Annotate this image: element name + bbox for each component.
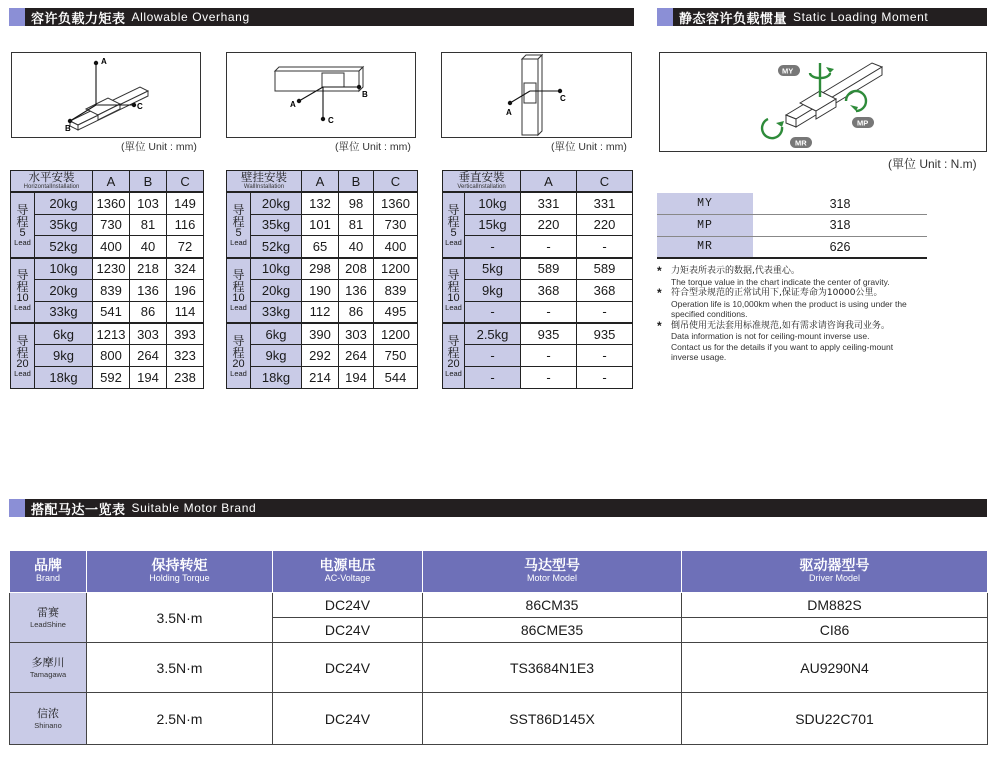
label-mr: MR bbox=[795, 138, 807, 148]
table-cell: 331 bbox=[521, 192, 577, 214]
lead-char: 导 bbox=[447, 268, 460, 283]
unit-label-moment: (單位 Unit : N.m) bbox=[888, 157, 977, 171]
header-en: Brand bbox=[35, 573, 61, 584]
table-cell: 368 bbox=[521, 279, 577, 301]
lead-char: 程 bbox=[16, 345, 29, 360]
table-cell: 132 bbox=[302, 192, 339, 214]
note-body bbox=[671, 288, 907, 320]
label-b: B bbox=[65, 124, 71, 133]
table-row bbox=[11, 258, 204, 280]
lead-label-en: Lead bbox=[445, 368, 462, 378]
driver-model: AU9290N4 bbox=[682, 643, 988, 693]
load-weight: 10kg bbox=[251, 258, 302, 280]
table-cell: 1360 bbox=[93, 192, 130, 214]
table-cell: 220 bbox=[521, 214, 577, 236]
unit-label-vertical: (單位 Unit : mm) bbox=[551, 141, 627, 153]
header-accent bbox=[657, 8, 673, 26]
table-cell: 730 bbox=[93, 214, 130, 236]
table-cell: 1213 bbox=[93, 323, 130, 345]
table-cell: 194 bbox=[130, 367, 167, 389]
table-cell: - bbox=[577, 367, 633, 389]
lead-group-label bbox=[11, 192, 35, 257]
table-cell: 136 bbox=[130, 279, 167, 301]
motor-column-header bbox=[682, 551, 988, 593]
note-text-en: Operation life is 10,000km when the product is using under the bbox=[671, 298, 907, 309]
column-header: B bbox=[339, 171, 374, 193]
table-cell: - bbox=[521, 345, 577, 367]
overhang-title-en: Allowable Overhang bbox=[131, 10, 250, 24]
static-header bbox=[657, 8, 987, 26]
installation-title-zh: 壁挂安裝 bbox=[241, 170, 287, 185]
lead-char: 程 bbox=[232, 214, 245, 229]
lead-char: 程 bbox=[447, 214, 460, 229]
lead-char: 导 bbox=[447, 202, 460, 217]
installation-title-en: VerticalInstallation bbox=[457, 183, 506, 190]
load-weight: 20kg bbox=[35, 192, 93, 214]
driver-model: DM882S bbox=[682, 593, 988, 618]
supply-voltage: DC24V bbox=[273, 643, 423, 693]
brand-name-en: Tamagawa bbox=[29, 669, 67, 679]
installation-header bbox=[227, 171, 302, 193]
brand-name-zh: 雷赛 bbox=[37, 606, 59, 620]
table-cell: 839 bbox=[93, 279, 130, 301]
motor-title-en: Suitable Motor Brand bbox=[131, 501, 257, 515]
table-row bbox=[443, 192, 633, 214]
lead-value: 10 bbox=[16, 292, 29, 305]
header-zh: 驱动器型号 bbox=[799, 557, 870, 574]
motor-title-zh: 搭配马达一览表 bbox=[31, 502, 126, 518]
table-cell: 589 bbox=[577, 258, 633, 280]
lead-char: 程 bbox=[447, 280, 460, 295]
label-c: C bbox=[328, 116, 334, 125]
table-row bbox=[443, 258, 633, 280]
table-cell: 1200 bbox=[374, 323, 418, 345]
table-cell: 65 bbox=[302, 236, 339, 258]
load-weight: 18kg bbox=[35, 367, 93, 389]
wall-diagram bbox=[226, 52, 416, 138]
table-cell: 208 bbox=[339, 258, 374, 280]
moment-key: MR bbox=[657, 236, 753, 258]
moment-value: 318 bbox=[753, 193, 927, 215]
lead-char: 程 bbox=[447, 345, 460, 360]
header-zh: 电源电压 bbox=[319, 557, 376, 574]
horizontal-actuator-illustration bbox=[12, 53, 200, 137]
holding-torque: 3.5N·m bbox=[87, 593, 273, 643]
installation-title-en: HorizontalInstallation bbox=[23, 183, 80, 190]
lead-label-en: Lead bbox=[445, 237, 462, 247]
supply-voltage: DC24V bbox=[273, 693, 423, 745]
motor-brand-table bbox=[9, 550, 988, 745]
table-cell: 730 bbox=[374, 214, 418, 236]
table-cell: 86 bbox=[130, 301, 167, 323]
note-text-en: inverse usage. bbox=[671, 352, 727, 362]
table-cell: 114 bbox=[167, 301, 204, 323]
column-header: C bbox=[167, 171, 204, 193]
table-row bbox=[227, 258, 418, 280]
label-my: MY bbox=[782, 66, 794, 76]
wall-actuator-illustration bbox=[227, 53, 415, 137]
table-cell: 324 bbox=[167, 258, 204, 280]
installation-header bbox=[11, 171, 93, 193]
lead-label-en: Lead bbox=[230, 237, 247, 247]
brand-cell bbox=[10, 643, 87, 693]
load-weight: 5kg bbox=[465, 258, 521, 280]
lead-group-label bbox=[227, 192, 251, 257]
table-row bbox=[443, 345, 633, 367]
header-en: Holding Torque bbox=[149, 573, 210, 584]
column-header: B bbox=[130, 171, 167, 193]
supply-voltage: DC24V bbox=[273, 593, 423, 618]
header-zh: 保持转矩 bbox=[151, 557, 208, 574]
table-cell: 592 bbox=[93, 367, 130, 389]
asterisk-icon: * bbox=[657, 286, 662, 300]
load-weight: 33kg bbox=[35, 301, 93, 323]
table-cell: 393 bbox=[167, 323, 204, 345]
lead-value: 10 bbox=[232, 292, 245, 305]
installation-title-zh: 水平安裝 bbox=[28, 170, 75, 185]
load-weight: 52kg bbox=[35, 236, 93, 258]
overhang-header bbox=[9, 8, 634, 26]
vertical-load-table bbox=[442, 170, 633, 389]
table-cell: 190 bbox=[302, 279, 339, 301]
table-cell: 1230 bbox=[93, 258, 130, 280]
table-cell: 40 bbox=[339, 236, 374, 258]
brand-name-zh: 信浓 bbox=[37, 707, 59, 721]
table-cell: 589 bbox=[521, 258, 577, 280]
table-cell: 544 bbox=[374, 367, 418, 389]
table-cell: 303 bbox=[339, 323, 374, 345]
table-cell: 1200 bbox=[374, 258, 418, 280]
motor-header bbox=[9, 499, 987, 517]
lead-group-label bbox=[227, 258, 251, 323]
lead-char: 导 bbox=[232, 333, 245, 348]
table-cell: 194 bbox=[339, 367, 374, 389]
motor-model: SST86D145X bbox=[423, 693, 682, 745]
lead-label-en: Lead bbox=[14, 368, 31, 378]
table-row bbox=[443, 367, 633, 389]
table-cell: 935 bbox=[521, 323, 577, 345]
table-cell: 750 bbox=[374, 345, 418, 367]
lead-label-en: Lead bbox=[230, 303, 247, 313]
header-zh: 品牌 bbox=[34, 557, 62, 574]
note-text-en: specified conditions. bbox=[671, 309, 748, 319]
table-cell: 214 bbox=[302, 367, 339, 389]
lead-char: 导 bbox=[16, 268, 29, 283]
driver-model: SDU22C701 bbox=[682, 693, 988, 745]
table-cell: 800 bbox=[93, 345, 130, 367]
load-weight: - bbox=[465, 301, 521, 323]
installation-header bbox=[443, 171, 521, 193]
lead-char: 导 bbox=[232, 268, 245, 283]
table-row bbox=[227, 323, 418, 345]
lead-char: 程 bbox=[232, 345, 245, 360]
load-weight: 33kg bbox=[251, 301, 302, 323]
moment-diagram bbox=[659, 52, 987, 152]
lead-value: 20 bbox=[16, 357, 29, 370]
load-weight: - bbox=[465, 345, 521, 367]
table-cell: 136 bbox=[339, 279, 374, 301]
motor-column-header bbox=[10, 551, 87, 593]
installation-title-zh: 垂直安裝 bbox=[458, 170, 505, 185]
moment-illustration bbox=[660, 53, 986, 151]
motor-row bbox=[10, 593, 988, 618]
header-en: Driver Model bbox=[808, 573, 860, 584]
load-weight: 2.5kg bbox=[465, 323, 521, 345]
table-cell: - bbox=[521, 301, 577, 323]
table-cell: 196 bbox=[167, 279, 204, 301]
lead-char: 程 bbox=[232, 280, 245, 295]
note-body bbox=[671, 266, 890, 287]
note-text-zh: 符合型录规范的正常试用下,保证寿命为10000公里。 bbox=[671, 288, 883, 298]
lead-group-label bbox=[443, 323, 465, 388]
table-cell: 40 bbox=[130, 236, 167, 258]
lead-group-label bbox=[11, 258, 35, 323]
asterisk-icon: * bbox=[657, 264, 662, 278]
brand-cell bbox=[10, 693, 87, 745]
load-weight: 35kg bbox=[251, 214, 302, 236]
brand-name-en: Shinano bbox=[34, 720, 62, 730]
table-cell: 101 bbox=[302, 214, 339, 236]
load-weight: 9kg bbox=[465, 279, 521, 301]
moment-key: MY bbox=[657, 193, 753, 215]
header-accent bbox=[9, 8, 25, 26]
moment-value: 626 bbox=[753, 236, 927, 258]
table-cell: 303 bbox=[130, 323, 167, 345]
motor-row bbox=[10, 693, 988, 745]
table-cell: - bbox=[577, 236, 633, 258]
table-cell: 81 bbox=[130, 214, 167, 236]
load-weight: 10kg bbox=[465, 192, 521, 214]
note-item bbox=[657, 288, 977, 320]
table-cell: 400 bbox=[374, 236, 418, 258]
table-cell: 839 bbox=[374, 279, 418, 301]
note-text-en: Contact us for the details if you want to apply ceiling-mount bbox=[671, 341, 894, 352]
motor-column-header bbox=[87, 551, 273, 593]
table-row bbox=[11, 323, 204, 345]
lead-value: 20 bbox=[447, 357, 460, 370]
table-row bbox=[227, 214, 418, 236]
table-cell: 149 bbox=[167, 192, 204, 214]
table-cell: 264 bbox=[130, 345, 167, 367]
lead-char: 程 bbox=[16, 280, 29, 295]
load-weight: 52kg bbox=[251, 236, 302, 258]
lead-value: 5 bbox=[235, 226, 242, 239]
load-weight: 18kg bbox=[251, 367, 302, 389]
motor-model: 86CME35 bbox=[423, 618, 682, 643]
table-row bbox=[443, 236, 633, 258]
note-body bbox=[671, 321, 893, 363]
table-row bbox=[443, 279, 633, 301]
load-weight: 15kg bbox=[465, 214, 521, 236]
table-row bbox=[11, 192, 204, 214]
motor-model: 86CM35 bbox=[423, 593, 682, 618]
note-item bbox=[657, 318, 977, 363]
column-header: A bbox=[93, 171, 130, 193]
table-cell: 323 bbox=[167, 345, 204, 367]
table-row bbox=[443, 301, 633, 323]
column-header: A bbox=[521, 171, 577, 193]
holding-torque: 2.5N·m bbox=[87, 693, 273, 745]
static-title-zh: 静态容许负载惯量 bbox=[679, 11, 788, 27]
lead-group-label bbox=[11, 323, 35, 388]
lead-char: 程 bbox=[16, 214, 29, 229]
table-cell: - bbox=[577, 301, 633, 323]
table-row bbox=[227, 279, 418, 301]
table-cell: 292 bbox=[302, 345, 339, 367]
load-weight: 6kg bbox=[251, 323, 302, 345]
load-weight: 20kg bbox=[35, 279, 93, 301]
lead-label-en: Lead bbox=[14, 237, 31, 247]
table-cell: 368 bbox=[577, 279, 633, 301]
table-row bbox=[227, 301, 418, 323]
load-weight: 6kg bbox=[35, 323, 93, 345]
lead-label-en: Lead bbox=[445, 303, 462, 313]
brand-name-en: LeadShine bbox=[30, 619, 66, 629]
moment-row bbox=[657, 193, 927, 215]
table-cell: 112 bbox=[302, 301, 339, 323]
table-cell: 1360 bbox=[374, 192, 418, 214]
load-weight: - bbox=[465, 367, 521, 389]
lead-char: 导 bbox=[16, 333, 29, 348]
load-weight: 10kg bbox=[35, 258, 93, 280]
installation-title-en: WallInstallation bbox=[243, 183, 285, 190]
table-row bbox=[11, 345, 204, 367]
moment-row bbox=[657, 215, 927, 237]
label-a: A bbox=[506, 108, 512, 117]
label-a: A bbox=[101, 57, 107, 66]
table-cell: 218 bbox=[130, 258, 167, 280]
horizontal-diagram bbox=[11, 52, 201, 138]
brand-name-zh: 多摩川 bbox=[31, 656, 65, 670]
horizontal-load-table bbox=[10, 170, 204, 389]
label-c: C bbox=[137, 102, 143, 111]
static-title-en: Static Loading Moment bbox=[793, 10, 929, 24]
table-cell: 935 bbox=[577, 323, 633, 345]
note-text-en: Data information is not for ceiling-mount inverse use. bbox=[671, 331, 870, 341]
table-row bbox=[11, 367, 204, 389]
table-cell: 541 bbox=[93, 301, 130, 323]
lead-group-label bbox=[443, 258, 465, 323]
brand-cell bbox=[10, 593, 87, 643]
table-cell: 103 bbox=[130, 192, 167, 214]
wall-load-table bbox=[226, 170, 418, 389]
table-row bbox=[11, 279, 204, 301]
motor-column-header bbox=[423, 551, 682, 593]
holding-torque: 3.5N·m bbox=[87, 643, 273, 693]
table-cell: 98 bbox=[339, 192, 374, 214]
table-cell: - bbox=[521, 236, 577, 258]
note-text-zh: 力矩表所表示的数据,代表重心。 bbox=[671, 266, 800, 276]
load-weight: 9kg bbox=[251, 345, 302, 367]
load-weight: - bbox=[465, 236, 521, 258]
moment-value: 318 bbox=[753, 215, 927, 237]
lead-value: 5 bbox=[19, 226, 26, 239]
header-en: AC-Voltage bbox=[324, 573, 371, 584]
supply-voltage: DC24V bbox=[273, 618, 423, 643]
table-row bbox=[227, 367, 418, 389]
table-cell: 220 bbox=[577, 214, 633, 236]
table-row bbox=[227, 236, 418, 258]
table-row bbox=[227, 345, 418, 367]
lead-group-label bbox=[227, 323, 251, 388]
table-cell: - bbox=[577, 345, 633, 367]
load-weight: 20kg bbox=[251, 192, 302, 214]
note-item bbox=[657, 266, 977, 287]
table-cell: 400 bbox=[93, 236, 130, 258]
lead-label-en: Lead bbox=[14, 303, 31, 313]
label-c: C bbox=[560, 94, 566, 103]
lead-char: 导 bbox=[16, 202, 29, 217]
header-en: Motor Model bbox=[526, 573, 578, 584]
table-cell: 495 bbox=[374, 301, 418, 323]
static-moment-table bbox=[657, 193, 927, 259]
lead-label-en: Lead bbox=[230, 368, 247, 378]
overhang-title-zh: 容许负载力矩表 bbox=[31, 11, 126, 27]
load-weight: 20kg bbox=[251, 279, 302, 301]
load-weight: 35kg bbox=[35, 214, 93, 236]
moment-key: MP bbox=[657, 215, 753, 237]
table-cell: 264 bbox=[339, 345, 374, 367]
driver-model: CI86 bbox=[682, 618, 988, 643]
lead-value: 5 bbox=[450, 226, 457, 239]
table-row bbox=[443, 214, 633, 236]
table-cell: 81 bbox=[339, 214, 374, 236]
table-cell: 116 bbox=[167, 214, 204, 236]
label-b: B bbox=[362, 90, 368, 99]
motor-column-header bbox=[273, 551, 423, 593]
table-cell: 238 bbox=[167, 367, 204, 389]
table-cell: - bbox=[521, 367, 577, 389]
unit-label-wall: (單位 Unit : mm) bbox=[335, 141, 411, 153]
lead-char: 导 bbox=[232, 202, 245, 217]
unit-label-horizontal: (單位 Unit : mm) bbox=[121, 141, 197, 153]
table-row bbox=[11, 236, 204, 258]
header-accent bbox=[9, 499, 25, 517]
lead-value: 10 bbox=[447, 292, 460, 305]
table-cell: 390 bbox=[302, 323, 339, 345]
table-cell: 331 bbox=[577, 192, 633, 214]
load-weight: 9kg bbox=[35, 345, 93, 367]
column-header: A bbox=[302, 171, 339, 193]
header-zh: 马达型号 bbox=[524, 557, 580, 574]
table-cell: 72 bbox=[167, 236, 204, 258]
vertical-actuator-illustration bbox=[442, 53, 631, 137]
table-cell: 298 bbox=[302, 258, 339, 280]
label-mp: MP bbox=[857, 118, 869, 128]
table-row bbox=[11, 214, 204, 236]
asterisk-icon: * bbox=[657, 318, 662, 333]
lead-group-label bbox=[443, 192, 465, 257]
note-text-zh: 倒吊使用无法套用标准规范,如有需求请咨询我司业务。 bbox=[671, 320, 890, 331]
note-text-en: The torque value in the chart indicate the center of gravity. bbox=[671, 276, 890, 287]
column-header: C bbox=[577, 171, 633, 193]
lead-char: 导 bbox=[447, 333, 460, 348]
table-row bbox=[227, 192, 418, 214]
column-header: C bbox=[374, 171, 418, 193]
table-row bbox=[11, 301, 204, 323]
notes bbox=[657, 266, 977, 364]
moment-row bbox=[657, 236, 927, 258]
vertical-diagram bbox=[441, 52, 632, 138]
table-row bbox=[443, 323, 633, 345]
lead-value: 20 bbox=[232, 357, 245, 370]
table-cell: 86 bbox=[339, 301, 374, 323]
label-a: A bbox=[290, 100, 296, 109]
motor-row bbox=[10, 643, 988, 693]
motor-model: TS3684N1E3 bbox=[423, 643, 682, 693]
